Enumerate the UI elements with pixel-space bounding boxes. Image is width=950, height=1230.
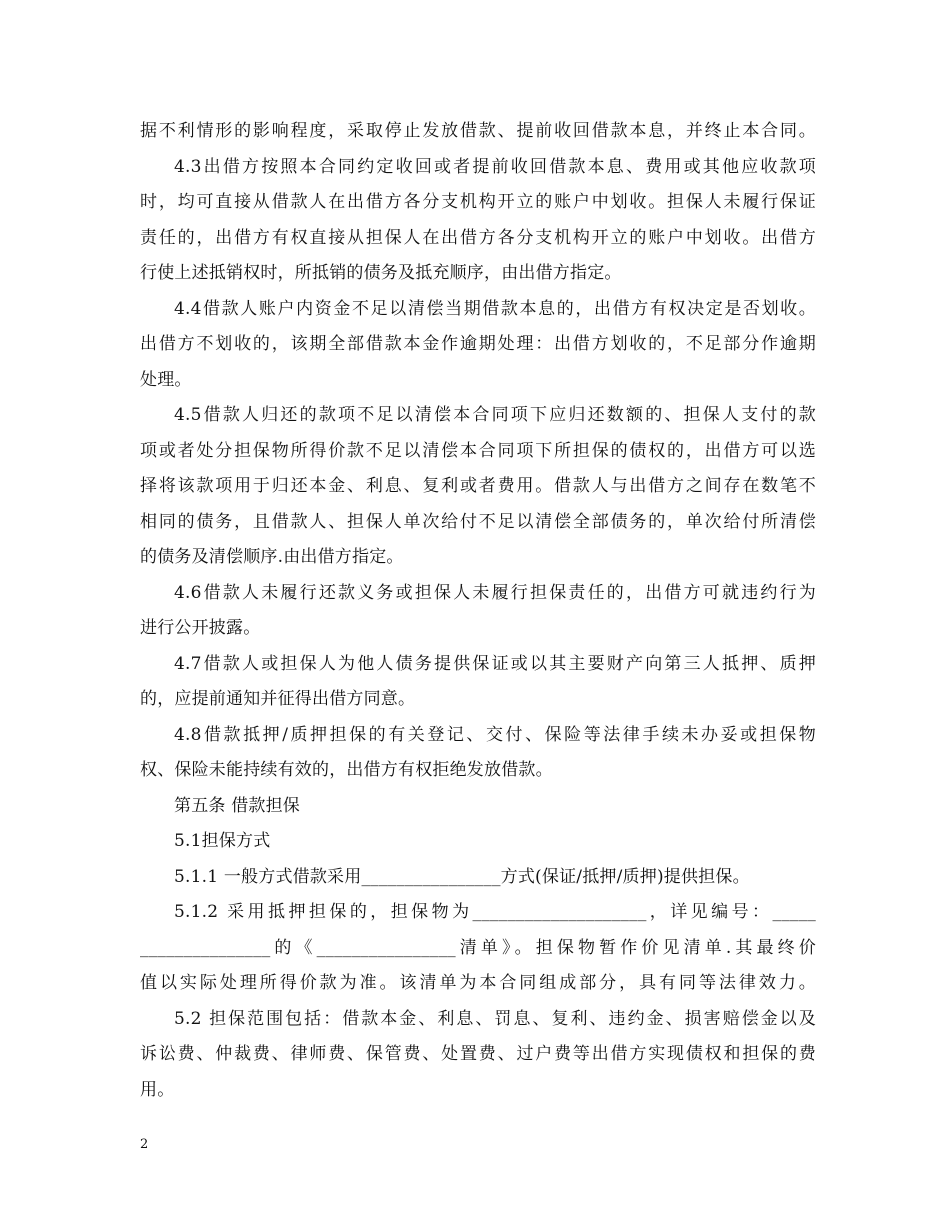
clause-4-4-line: 4.4借款人账户内资金不足以清偿当期借款本息的，出借方有权决定是否划收。 [174, 298, 816, 319]
text-line: 诉讼费、仲裁费、律师费、保管费、处置费、过户费等出借方实现债权和担保的费 [140, 1044, 816, 1064]
text-line: 行使上述抵销权时，所抵销的债务及抵充顺序，由出借方指定。 [140, 263, 622, 283]
text-line: 值以实际处理所得价款为准。该清单为本合同组成部分，具有同等法律效力。 [140, 973, 816, 993]
clause-5-1-heading: 5.1担保方式 [174, 831, 271, 851]
page-number: 2 [140, 1137, 149, 1152]
text-line: 权、保险未能持续有效的，出借方有权拒绝发放借款。 [140, 760, 553, 780]
text-line: 据不利情形的影响程度，采取停止发放借款、提前收回借款本息，并终止本合同。 [140, 121, 816, 141]
text-line: 用。 [140, 1079, 175, 1100]
clause-4-5-line: 4.5借款人归还的款项不足以清偿本合同项下应归还数额的、担保人支付的款 [174, 405, 816, 425]
text-line: 的，应提前通知并征得出借方同意。 [140, 689, 416, 709]
text-line: 责任的，出借方有权直接从担保人在出借方各分支机构开立的账户中划收。出借方 [140, 227, 816, 248]
clause-4-3-line: 4.3出借方按照本合同约定收回或者提前收回借款本息、费用或其他应收款项 [174, 156, 816, 177]
text-line: _______________的《________________清单》。担保物暂作价见清单.其最终价 [140, 937, 816, 958]
text-line: 的债务及清偿顺序.由出借方指定。 [140, 547, 404, 567]
text-line: 择将该款项用于归还本金、利息、复利或者费用。借款人与出借方之间存在数笔不 [140, 476, 816, 496]
clause-4-8-line: 4.8借款抵押/质押担保的有关登记、交付、保险等法律手续未办妥或担保物 [174, 724, 816, 745]
clause-4-6-line: 4.6借款人未履行还款义务或担保人未履行担保责任的，出借方可就违约行为 [174, 582, 816, 603]
text-line: 进行公开披露。 [140, 618, 261, 638]
text-line: 相同的债务，且借款人、担保人单次给付不足以清偿全部债务的，单次给付所清偿 [140, 511, 816, 532]
text-line: 出借方不划收的，该期全部借款本金作逾期处理：出借方划收的，不足部分作逾期 [140, 334, 816, 354]
clause-5-1-2-line: 5.1.2 采用抵押担保的，担保物为____________________，详见编号：_____ [174, 902, 816, 922]
text-line: 时，均可直接从借款人在出借方各分支机构开立的账户中划收。担保人未履行保证 [140, 192, 816, 212]
text-line: 项或者处分担保物所得价款不足以清偿本合同项下所担保的债权的，出借方可以选 [140, 440, 816, 461]
document-body [140, 114, 816, 1108]
text-line: 处理。 [140, 369, 192, 390]
article-5-heading: 第五条 借款担保 [174, 795, 301, 816]
clause-5-1-1-line: 5.1.1 一般方式借款采用________________方式(保证/抵押/质押)提供担保。 [174, 866, 750, 887]
clause-5-2-line: 5.2 担保范围包括：借款本金、利息、罚息、复利、违约金、损害赔偿金以及 [174, 1008, 816, 1029]
clause-4-7-line: 4.7借款人或担保人为他人债务提供保证或以其主要财产向第三人抵押、质押 [174, 653, 816, 674]
